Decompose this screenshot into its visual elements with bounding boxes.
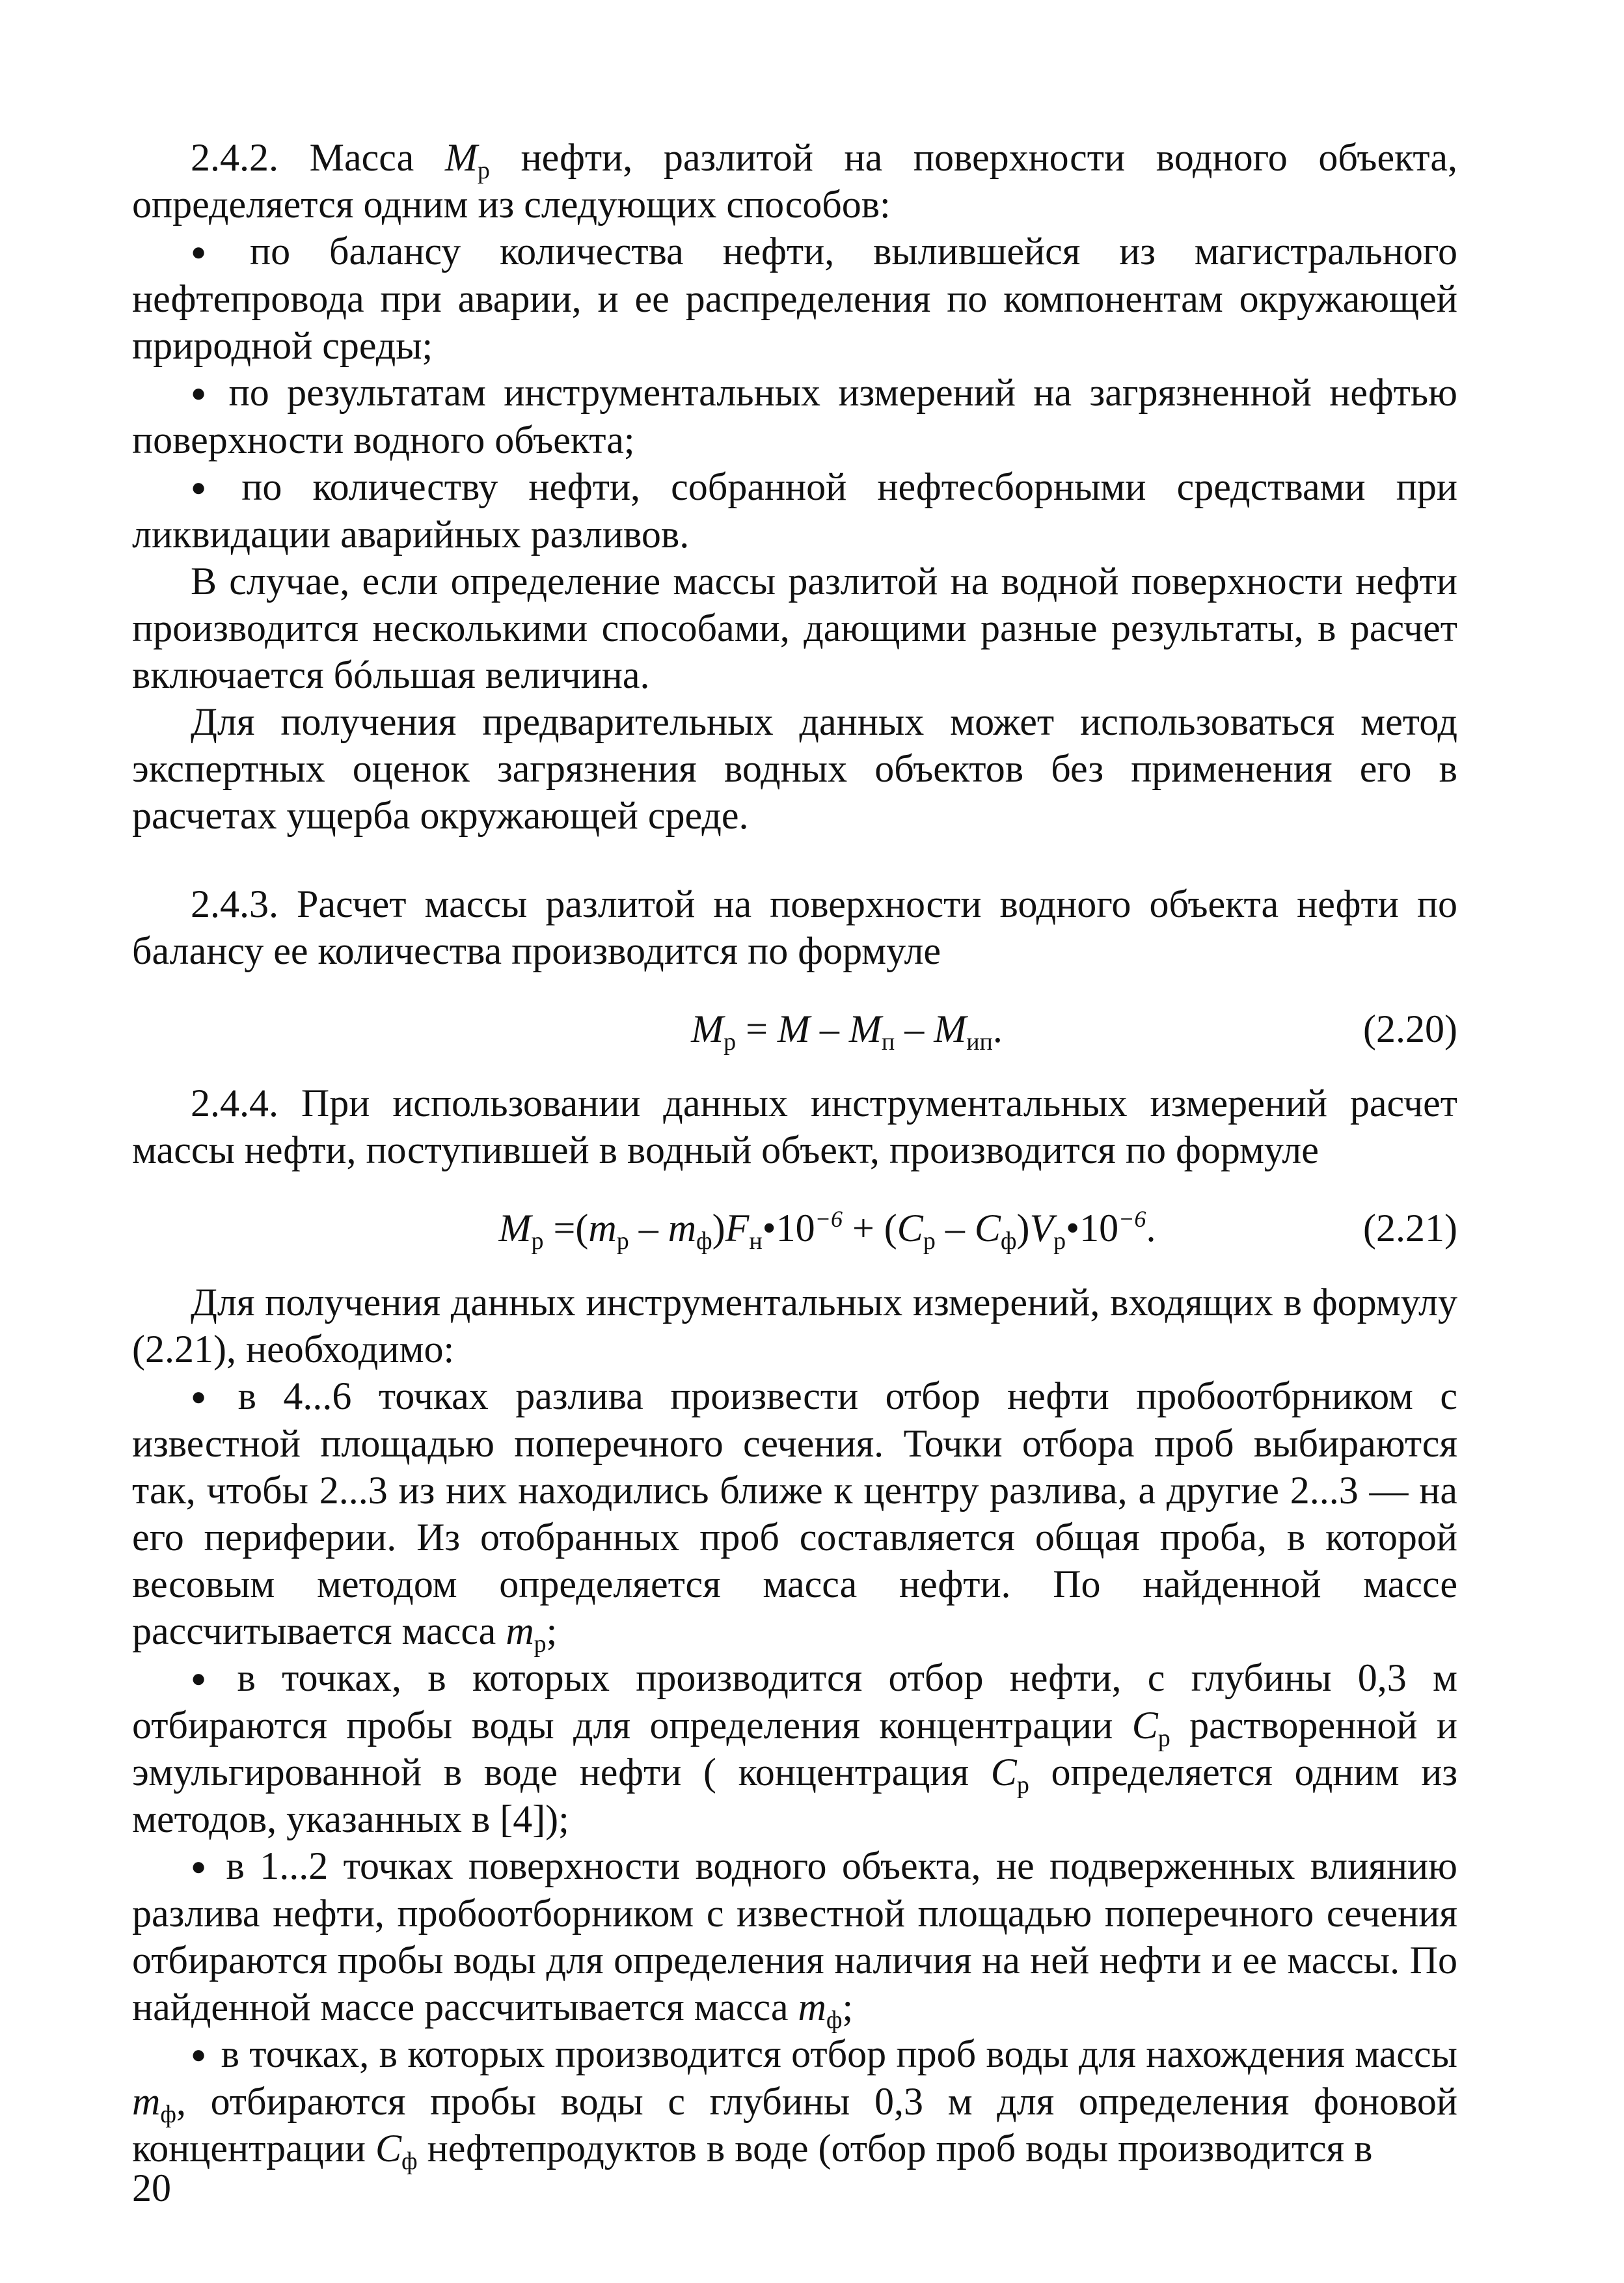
list-item-collected: ● по количеству нефти, собранной нефтесборными средствами при ликвидации аварийных разливов. (132, 463, 1457, 558)
section-2-4-2-intro: 2.4.2. Масса (191, 136, 414, 179)
paragraph-2-4-3: 2.4.3. Расчет массы разлитой на поверхности водного объекта нефти по балансу ее количества производится по формуле (132, 882, 1457, 972)
list-item-oil-sampling: ● в 4...6 точках разлива произвести отбор нефти пробоотбрником с известной площадью поперечного сечения. Точки отбора проб выбираются так, чтобы 2...3 из них находились ближе к центру разлива, а другие 2...3 — на его периферии. Из отобранных проб составляется общая проба, в которой весовым методом определяется масса нефти. По найденной массе рассчитывается масса $m_р$; (132, 1373, 1457, 1654)
formula-2-21-expression: $M_р =(m_р$ – $m_ф)F_н•10^{-6} + (C_р$ – $C_ф)V_р•10^{-6}$. (498, 1206, 1156, 1255)
variable-c-f: $C_ф$ (375, 2127, 418, 2175)
page-number: 20 (132, 2167, 171, 2209)
paragraph-2-4-2 (132, 134, 1457, 228)
variable-m-f: $m_ф$ (132, 2080, 176, 2128)
variable-c-r: $C_р$ (1131, 1704, 1171, 1752)
paragraph-instrumental-data: Для получения данных инструментальных измерений, входящих в формулу (2.21), необходимо: (132, 1281, 1457, 1371)
formula-2-20 (132, 996, 1457, 1061)
paragraph-2-4-4: 2.4.4. При использовании данных инструментальных измерений расчет массы нефти, поступившей в водный объект, производится по формуле (132, 1082, 1457, 1171)
formula-2-21-number: (2.21) (1363, 1207, 1457, 1250)
list-item-background-points: ● в 1...2 точках поверхности водного объекта, не подверженных влиянию разлива нефти, пробоотборником с известной площадью поперечного сечения отбираются пробы воды для определения наличия на ней нефти и ее массы. По найденной массе рассчитывается масса $m_ф$; (132, 1842, 1457, 2030)
variable-c-r: $C_р$ (990, 1751, 1029, 1799)
paragraph-expert-estimates: Для получения предварительных данных может использоваться метод экспертных оценок загрязнения водных объектов без применения его в расчетах ущерба окружающей среде. (132, 700, 1457, 837)
paragraph-multiple-methods: В случае, если определение массы разлитой на водной поверхности нефти производится несколькими способами, дающими разные результаты, в расчет включается бóльшая величина. (132, 560, 1457, 696)
list-item-water-sampling: ● в точках, в которых производится отбор нефти, с глубины 0,3 м отбираются пробы воды для определения концентрации $C_р$ растворенной и эмульгированной в воде нефти ( концентрация $C_р$ определяется одним из методов, указанных в [4]); (132, 1654, 1457, 1842)
formula-2-20-expression: $M_р = M - M_п - M_{ип}$. (691, 1007, 1003, 1056)
list-item-background-concentration: ● в точках, в которых производится отбор проб воды для нахождения массы $m_ф$, отбираются пробы воды с глубины 0,3 м для определения фоновой концентрации $C_ф$ нефтепродуктов в воде (отбор проб воды производится в (132, 2030, 1457, 2172)
variable-m-r: $m_р$ (506, 1609, 547, 1658)
variable-m-r: $M_р$ (444, 136, 490, 184)
list-item-instrumental: ● по результатам инструментальных измерений на загрязненной нефтью поверхности водного объекта; (132, 369, 1457, 463)
formula-2-21 (132, 1196, 1457, 1261)
formula-2-20-number: (2.20) (1363, 1007, 1457, 1050)
page-body (132, 134, 1458, 2175)
variable-m-f: $m_ф$ (798, 1986, 843, 2034)
list-item-balance: ● по балансу количества нефти, вылившейся из магистрального нефтепровода при аварии, и ее распределения по компонентам окружающей природной среды; (132, 228, 1457, 369)
section-2-4-2-text: нефти, разлитой на поверхности водного объекта, определяется одним из следующих способов: (132, 136, 1458, 226)
